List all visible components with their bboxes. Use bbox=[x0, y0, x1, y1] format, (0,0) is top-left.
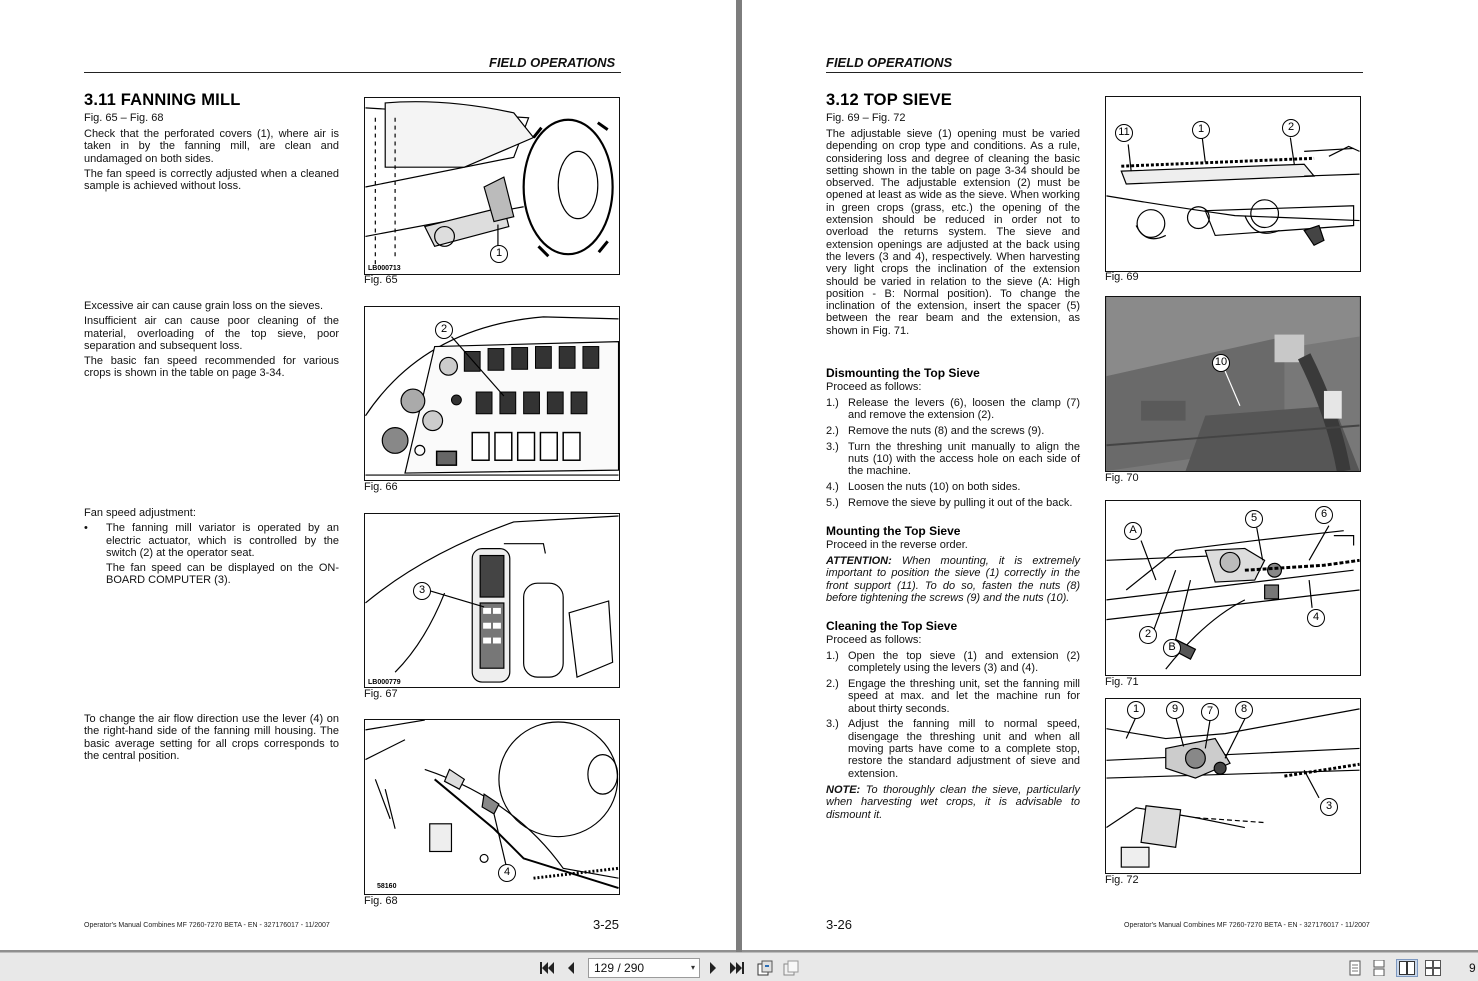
air-text bbox=[84, 300, 339, 383]
callout-2: 2 bbox=[1282, 119, 1300, 137]
attention-note bbox=[826, 555, 1080, 604]
mount-text: Proceed in the reverse order. bbox=[826, 539, 968, 551]
figure-65 bbox=[364, 97, 620, 275]
callout-6: 6 bbox=[1315, 506, 1333, 524]
air-paragraph: Excessive air can cause grain loss on the sieves. bbox=[84, 300, 324, 312]
figure-tag: 58160 bbox=[377, 883, 397, 890]
two-page-icon[interactable] bbox=[1396, 959, 1418, 977]
callout-2: 2 bbox=[1139, 626, 1157, 644]
air-paragraph: The basic fan speed recommended for various crops is shown in the table on page 3-34. bbox=[84, 355, 339, 380]
page-number: 3-25 bbox=[593, 917, 620, 932]
airflow-text: To change the air flow direction use the lever (4) on the right-hand side of the fanning mill housing. The basic average setting for all crops corresponds to the central position. bbox=[84, 713, 339, 762]
fig69-drawing bbox=[1106, 97, 1360, 271]
figure-caption: Fig. 65 bbox=[364, 274, 398, 286]
copy-icon[interactable] bbox=[756, 959, 774, 977]
fig72-drawing bbox=[1106, 699, 1360, 873]
attention-label: ATTENTION: bbox=[826, 555, 892, 567]
page-number: 3-26 bbox=[826, 917, 853, 932]
figure-tag: LB000713 bbox=[368, 265, 401, 272]
list-item: 3.) Adjust the fanning mill to normal speed, disengage the threshing unit and when all moving parts have come to a complete stop, restore the standard adjustment of sieve and extension. bbox=[826, 718, 1080, 780]
figure-caption: Fig. 70 bbox=[1105, 472, 1139, 484]
page-header: FIELD OPERATIONS bbox=[489, 55, 616, 70]
note-text: To thoroughly clean the sieve, particularly when harvesting wet crops, it is advisable to dismount it. bbox=[826, 784, 1080, 821]
page-footer: Operator's Manual Combines MF 7260-7270 BETA - EN - 327176017 - 11/2007 bbox=[84, 922, 330, 929]
callout-4: 4 bbox=[1307, 609, 1325, 627]
note bbox=[826, 784, 1080, 821]
figure-71 bbox=[1105, 500, 1361, 676]
fan-adjust-text bbox=[84, 507, 339, 590]
bullet-text: The fanning mill variator is operated by an electric actuator, which is controlled by the switch (2) at the operator seat. bbox=[106, 522, 339, 559]
intro-text: The adjustable sieve (1) opening must be varied depending on crop type and conditions. As a rule, considering loss and degree of cleaning the basic setting shown in the table on page 3-34 should be observed. The adjustable extension (2) must be opened at least as wide as the sieve. When working in green crops (grass, etc.) the opening of the extension should be reduced in order not to overload the returns system. The sieve and extension openings are adjusted at the back using the levers (3 and 4), respectively. When harvesting very light crops the inclination of the extension should be varied in relation to the sieve (A: High position - B: Normal position). To change the inclination of the extension, insert the spacer (5) between the rear beam and the extension, as shown in Fig. 71. bbox=[826, 128, 1080, 337]
fig68-drawing bbox=[365, 720, 619, 894]
callout-b: B bbox=[1163, 639, 1181, 657]
section-title: 3.12 TOP SIEVE bbox=[826, 91, 953, 109]
page-3-25 bbox=[0, 0, 736, 950]
figure-reference: Fig. 69 – Fig. 72 bbox=[826, 112, 906, 124]
list-item: 1.) Release the levers (6), loosen the clamp (7) and remove the extension (2). bbox=[826, 397, 1080, 422]
figure-caption: Fig. 67 bbox=[364, 688, 398, 700]
callout-7: 7 bbox=[1201, 703, 1219, 721]
zoom-level[interactable]: 9 bbox=[1469, 961, 1476, 975]
clean-steps bbox=[826, 650, 1080, 783]
callout-11: 11 bbox=[1115, 124, 1133, 142]
intro-paragraph: The fan speed is correctly adjusted when a cleaned sample is achieved without loss. bbox=[84, 167, 339, 193]
page-footer: Operator's Manual Combines MF 7260-7270 BETA - EN - 327176017 - 11/2007 bbox=[1124, 922, 1370, 929]
chevron-down-icon[interactable]: ▾ bbox=[690, 963, 695, 972]
callout-9: 9 bbox=[1166, 701, 1184, 719]
clean-title: Cleaning the Top Sieve bbox=[826, 619, 958, 633]
figure-caption: Fig. 72 bbox=[1105, 874, 1139, 886]
callout-5: 5 bbox=[1245, 510, 1263, 528]
fig67-drawing bbox=[365, 514, 619, 687]
list-item: 3.) Turn the threshing unit manually to align the nuts (10) with the access hole on each side of the machine. bbox=[826, 440, 1080, 478]
export-icon[interactable] bbox=[782, 959, 800, 977]
callout-8: 8 bbox=[1235, 701, 1253, 719]
list-item: 5.) Remove the sieve by pulling it out of the back. bbox=[826, 497, 1073, 510]
note-label: NOTE: bbox=[826, 784, 861, 796]
list-item: 2.) Remove the nuts (8) and the screws (9). bbox=[826, 425, 1045, 438]
list-item: 2.) Engage the threshing unit, set the fanning mill speed at max. and let the machine run for about thirty seconds. bbox=[826, 678, 1080, 715]
bullet-item bbox=[84, 522, 339, 589]
intro-text bbox=[84, 128, 339, 195]
callout-10: 10 bbox=[1212, 354, 1230, 372]
proceed-text: Proceed as follows: bbox=[826, 381, 922, 393]
bullet-text: The fan speed can be displayed on the ON-BOARD COMPUTER (3). bbox=[106, 562, 339, 587]
air-paragraph: Insufficient air can cause poor cleaning of the material, overloading of the top sieve, poor separation and subsequent loss. bbox=[84, 315, 339, 352]
proceed-text: Proceed as follows: bbox=[826, 634, 922, 646]
single-page-icon[interactable] bbox=[1346, 959, 1364, 977]
first-page-icon[interactable] bbox=[538, 959, 556, 977]
prev-page-icon[interactable] bbox=[562, 959, 580, 977]
mount-title: Mounting the Top Sieve bbox=[826, 524, 961, 538]
attention-text: When mounting, it is extremely important to position the sieve (1) correctly in the front support (11). To do so, fasten the nuts (8) before tightening the screws (9) and the nuts (10). bbox=[826, 555, 1081, 604]
figure-69 bbox=[1105, 96, 1361, 272]
navigation-toolbar bbox=[0, 952, 1478, 981]
figure-caption: Fig. 71 bbox=[1105, 676, 1139, 688]
callout-1: 1 bbox=[1192, 121, 1210, 139]
callout-1: 1 bbox=[1127, 701, 1145, 719]
two-page-continuous-icon[interactable] bbox=[1424, 959, 1442, 977]
section-title: 3.11 FANNING MILL bbox=[84, 91, 241, 109]
callout-2: 2 bbox=[435, 321, 453, 339]
figure-caption: Fig. 68 bbox=[364, 895, 398, 907]
fig70-photo bbox=[1106, 297, 1360, 471]
figure-70 bbox=[1105, 296, 1361, 472]
callout-a: A bbox=[1124, 522, 1142, 540]
dismount-steps bbox=[826, 397, 1080, 513]
header-rule bbox=[84, 72, 621, 73]
intro-paragraph: Check that the perforated covers (1), where air is taken in by the fanning mill, are clean and undamaged on both sides. bbox=[84, 128, 339, 165]
fan-adjust-title: Fan speed adjustment: bbox=[84, 507, 196, 519]
page-number-input[interactable] bbox=[588, 958, 700, 978]
figure-67 bbox=[364, 513, 620, 688]
page-3-26 bbox=[742, 0, 1478, 950]
figure-tag: LB000779 bbox=[368, 679, 401, 686]
header-rule bbox=[826, 72, 1363, 73]
dismount-title: Dismounting the Top Sieve bbox=[826, 366, 980, 380]
continuous-icon[interactable] bbox=[1370, 959, 1388, 977]
figure-reference: Fig. 65 – Fig. 68 bbox=[84, 112, 164, 124]
figure-68 bbox=[364, 719, 620, 895]
next-page-icon[interactable] bbox=[704, 959, 722, 977]
callout-1: 1 bbox=[490, 245, 508, 263]
figure-caption: Fig. 69 bbox=[1105, 271, 1139, 283]
callout-3: 3 bbox=[413, 582, 431, 600]
figure-caption: Fig. 66 bbox=[364, 481, 398, 493]
figure-66 bbox=[364, 306, 620, 481]
list-item: 1.) Open the top sieve (1) and extension (2) completely using the levers (3) and (4). bbox=[826, 650, 1080, 675]
list-item: 4.) Loosen the nuts (10) on both sides. bbox=[826, 481, 1021, 494]
callout-4: 4 bbox=[498, 864, 516, 882]
page-indicator: 129 / 290 bbox=[594, 961, 645, 975]
bullet-icon: • bbox=[84, 522, 88, 535]
fig71-drawing bbox=[1106, 501, 1360, 675]
last-page-icon[interactable] bbox=[728, 959, 746, 977]
page-header: FIELD OPERATIONS bbox=[826, 55, 953, 70]
callout-3: 3 bbox=[1320, 798, 1338, 816]
fig66-drawing bbox=[365, 307, 619, 480]
figure-72 bbox=[1105, 698, 1361, 874]
